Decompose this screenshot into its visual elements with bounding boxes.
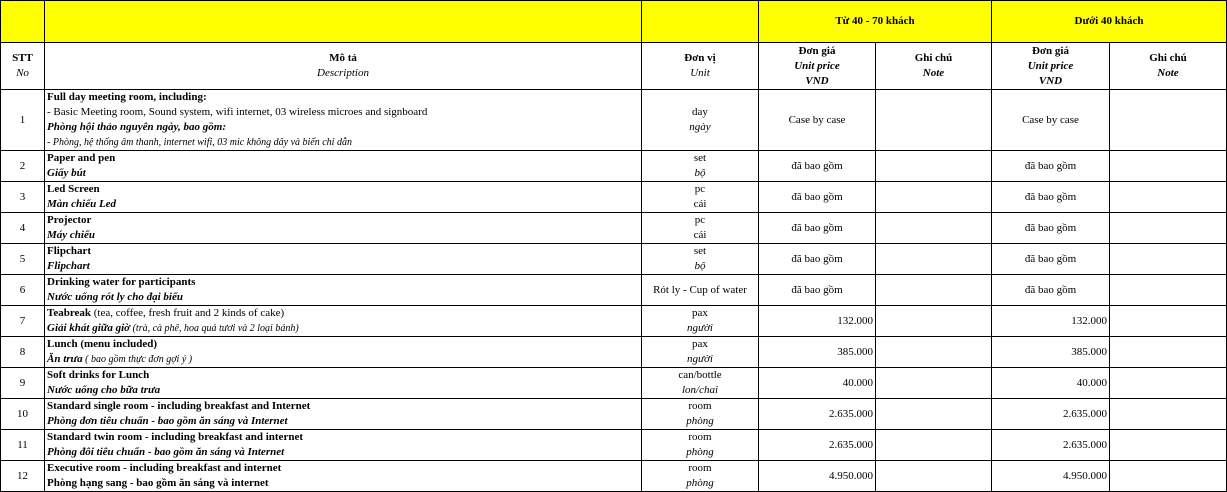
row-description — [45, 151, 642, 182]
row-title-vi: Phòng hạng sang - bao gồm ăn sáng và internet — [47, 477, 269, 489]
table-row — [1, 461, 1227, 492]
row-number: 9 — [1, 368, 45, 399]
stt-header — [1, 43, 45, 90]
row-unit-en: day — [692, 106, 708, 118]
row-description — [45, 461, 642, 492]
row-unit-en: pax — [692, 307, 708, 319]
row-note-group2 — [1110, 182, 1227, 213]
row-title-en: Led Screen — [47, 183, 100, 195]
row-note-group1 — [876, 368, 992, 399]
row-title-en: Executive room - including breakfast and internet — [47, 462, 282, 474]
price-header-en: Unit price — [794, 59, 840, 72]
row-description — [45, 337, 642, 368]
price-header-currency: VND — [1038, 74, 1063, 87]
table-row — [1, 337, 1227, 368]
row-note-group1 — [876, 306, 992, 337]
row-unit — [642, 399, 759, 430]
unit-header — [642, 43, 759, 90]
row-title-vi: Nước uống rót ly cho đại biểu — [47, 291, 183, 303]
row-unit — [642, 151, 759, 182]
row-price-group2: 40.000 — [992, 368, 1110, 399]
price-header-en: Unit price — [1027, 59, 1074, 72]
row-description — [45, 244, 642, 275]
row-price-group2: đã bao gồm — [992, 244, 1110, 275]
table-row — [1, 368, 1227, 399]
note-header-en: Note — [922, 67, 945, 79]
group-label-40-70: Từ 40 - 70 khách — [759, 1, 992, 43]
row-note-group2 — [1110, 337, 1227, 368]
row-unit-vi: bộ — [694, 167, 706, 179]
note-header-group2 — [1110, 43, 1227, 90]
row-description — [45, 430, 642, 461]
row-price-group1: 2.635.000 — [759, 430, 876, 461]
row-unit — [642, 461, 759, 492]
row-price-group1: Case by case — [759, 90, 876, 151]
row-unit-en: room — [688, 400, 712, 412]
row-unit — [642, 244, 759, 275]
row-note-group2 — [1110, 213, 1227, 244]
row-note-group1 — [876, 337, 992, 368]
row-description — [45, 368, 642, 399]
row-unit — [642, 213, 759, 244]
row-note-group1 — [876, 151, 992, 182]
note-header-vi: Ghi chú — [1149, 52, 1187, 64]
row-title-en: Standard single room - including breakfast and Internet — [47, 400, 311, 412]
row-unit-en: pc — [694, 183, 706, 195]
row-title-en: Flipchart — [47, 245, 91, 257]
row-price-group1: đã bao gồm — [759, 182, 876, 213]
row-number: 1 — [1, 90, 45, 151]
row-title-en: Lunch (menu included) — [47, 338, 158, 350]
row-price-group1: đã bao gồm — [759, 244, 876, 275]
row-unit-en: room — [688, 431, 712, 443]
unit-header-vi: Đơn vị — [684, 52, 716, 64]
table-row — [1, 182, 1227, 213]
row-unit-en: can/bottle — [678, 369, 722, 381]
row-unit-vi: người — [687, 322, 713, 334]
row-title-en: Drinking water for participants — [47, 276, 196, 288]
header-blank-cell — [1, 1, 45, 43]
table-row — [1, 399, 1227, 430]
row-price-group2: đã bao gồm — [992, 213, 1110, 244]
row-unit-vi: cái — [693, 229, 707, 241]
unit-header-en: Unit — [690, 67, 710, 79]
row-price-group2: 4.950.000 — [992, 461, 1110, 492]
row-note-group1 — [876, 430, 992, 461]
row-description — [45, 275, 642, 306]
price-header-vi: Đơn giá — [798, 44, 836, 57]
row-number: 4 — [1, 213, 45, 244]
row-title-en: Standard twin room - including breakfast and internet — [47, 431, 303, 443]
row-title-vi: Flipchart — [47, 260, 90, 272]
row-unit: Rót ly - Cup of water — [642, 275, 759, 306]
row-title-en: Soft drinks for Lunch — [47, 369, 150, 381]
row-price-group1: 40.000 — [759, 368, 876, 399]
row-description — [45, 90, 642, 151]
row-unit-en: pc — [694, 214, 706, 226]
row-unit-en: room — [688, 462, 712, 474]
row-unit-en: set — [693, 152, 707, 164]
row-title-vi: Màn chiếu Led — [47, 198, 117, 210]
row-number: 6 — [1, 275, 45, 306]
price-header-currency: VND — [805, 74, 829, 87]
row-price-group1: 4.950.000 — [759, 461, 876, 492]
row-unit-vi: bộ — [694, 260, 706, 272]
row-description — [45, 182, 642, 213]
stt-header-en: No — [16, 67, 29, 79]
row-note-group1 — [876, 90, 992, 151]
row-note-group2 — [1110, 275, 1227, 306]
row-title-en: Teabreak — [47, 307, 92, 319]
row-price-group2: 2.635.000 — [992, 430, 1110, 461]
row-price-group1: đã bao gồm — [759, 213, 876, 244]
stt-header-vi: STT — [12, 52, 33, 64]
row-number: 12 — [1, 461, 45, 492]
table-row — [1, 306, 1227, 337]
description-header-en: Description — [317, 67, 369, 79]
row-title-vi: Ăn trưa — [47, 353, 83, 365]
table-row — [1, 213, 1227, 244]
row-unit-vi: cái — [693, 198, 707, 210]
row-number: 5 — [1, 244, 45, 275]
row-title-vi: Giấy bút — [47, 167, 86, 179]
price-header-group1 — [759, 43, 876, 90]
row-price-group2: 132.000 — [992, 306, 1110, 337]
row-price-group2: 2.635.000 — [992, 399, 1110, 430]
group-label-under-40: Dưới 40 khách — [992, 1, 1227, 43]
header-blank-cell — [642, 1, 759, 43]
header-blank-cell — [45, 1, 642, 43]
row-price-group1: 2.635.000 — [759, 399, 876, 430]
group-header-row — [1, 1, 1227, 43]
row-note-group2 — [1110, 368, 1227, 399]
row-price-group1: 132.000 — [759, 306, 876, 337]
row-description — [45, 306, 642, 337]
row-price-group2: đã bao gồm — [992, 151, 1110, 182]
row-title-en: Full day meeting room, including: — [47, 91, 207, 103]
row-note-group2 — [1110, 461, 1227, 492]
row-price-group2: Case by case — [992, 90, 1110, 151]
row-note-group1 — [876, 182, 992, 213]
row-title-en: Paper and pen — [47, 152, 116, 164]
row-unit — [642, 430, 759, 461]
row-unit-vi: người — [687, 353, 713, 365]
row-note-group1 — [876, 275, 992, 306]
row-description — [45, 213, 642, 244]
row-number: 7 — [1, 306, 45, 337]
row-note-group1 — [876, 399, 992, 430]
row-title-en: Projector — [47, 214, 92, 226]
row-price-group1: 385.000 — [759, 337, 876, 368]
row-note-group1 — [876, 461, 992, 492]
row-unit — [642, 306, 759, 337]
row-note-group2 — [1110, 430, 1227, 461]
row-price-group2: đã bao gồm — [992, 275, 1110, 306]
description-header — [45, 43, 642, 90]
row-title-vi: Giải khát giữa giờ — [47, 322, 131, 334]
row-title-vi: Phòng đơn tiêu chuẩn - bao gồm ăn sáng và Internet — [47, 415, 288, 427]
row-title-vi-extra: ( bao gồm thực đơn gợi ý ) — [82, 354, 193, 365]
row-price-group1: đã bao gồm — [759, 275, 876, 306]
price-header-group2 — [992, 43, 1110, 90]
row-title-vi: Nước uống cho bữa trưa — [47, 384, 161, 396]
row-note-group2 — [1110, 244, 1227, 275]
row-price-group1: đã bao gồm — [759, 151, 876, 182]
table-row — [1, 275, 1227, 306]
row-number: 10 — [1, 399, 45, 430]
row-note-group1 — [876, 244, 992, 275]
row-number: 2 — [1, 151, 45, 182]
row-title-en-extra: (tea, coffee, fresh fruit and 2 kinds of cake) — [91, 307, 285, 319]
note-header-group1 — [876, 43, 992, 90]
row-note-group2 — [1110, 90, 1227, 151]
column-header-row — [1, 43, 1227, 90]
row-price-group2: 385.000 — [992, 337, 1110, 368]
row-title-vi: Phòng đôi tiêu chuẩn - bao gồm ăn sáng và Internet — [47, 446, 285, 458]
row-unit — [642, 182, 759, 213]
row-unit — [642, 368, 759, 399]
row-note-group2 — [1110, 399, 1227, 430]
row-price-group2: đã bao gồm — [992, 182, 1110, 213]
row-note-group2 — [1110, 151, 1227, 182]
row-unit — [642, 337, 759, 368]
table-row — [1, 151, 1227, 182]
note-header-vi: Ghi chú — [914, 52, 953, 64]
row-unit-vi: lon/chai — [681, 384, 719, 396]
row-description — [45, 399, 642, 430]
row-unit — [642, 90, 759, 151]
row-unit-en: set — [693, 245, 707, 257]
price-header-vi: Đơn giá — [1032, 44, 1069, 57]
row-unit-vi: phòng — [686, 446, 714, 458]
row-unit-vi: ngày — [689, 121, 711, 133]
table-row — [1, 430, 1227, 461]
row-number: 11 — [1, 430, 45, 461]
row-unit-vi: phòng — [686, 477, 714, 489]
row-title-vi-extra: (trà, cà phê, hoa quả tươi và 2 loại bánh) — [130, 323, 299, 334]
row-detail-vi: - Phòng, hệ thống âm thanh, internet wifi, 03 mic không dây và biển chỉ dẫn — [47, 137, 352, 148]
row-detail-en: - Basic Meeting room, Sound system, wifi internet, 03 wireless microes and signboard — [47, 106, 428, 118]
row-unit-vi: phòng — [686, 415, 714, 427]
row-number: 3 — [1, 182, 45, 213]
table-row — [1, 90, 1227, 151]
row-number: 8 — [1, 337, 45, 368]
row-note-group2 — [1110, 306, 1227, 337]
table-row — [1, 244, 1227, 275]
row-note-group1 — [876, 213, 992, 244]
note-header-en: Note — [1157, 67, 1179, 79]
row-unit-en: pax — [692, 338, 708, 350]
row-title-vi: Máy chiếu — [47, 229, 95, 241]
description-header-vi: Mô tả — [329, 52, 357, 64]
row-title-vi: Phòng hội thảo nguyên ngày, bao gồm: — [47, 121, 226, 133]
